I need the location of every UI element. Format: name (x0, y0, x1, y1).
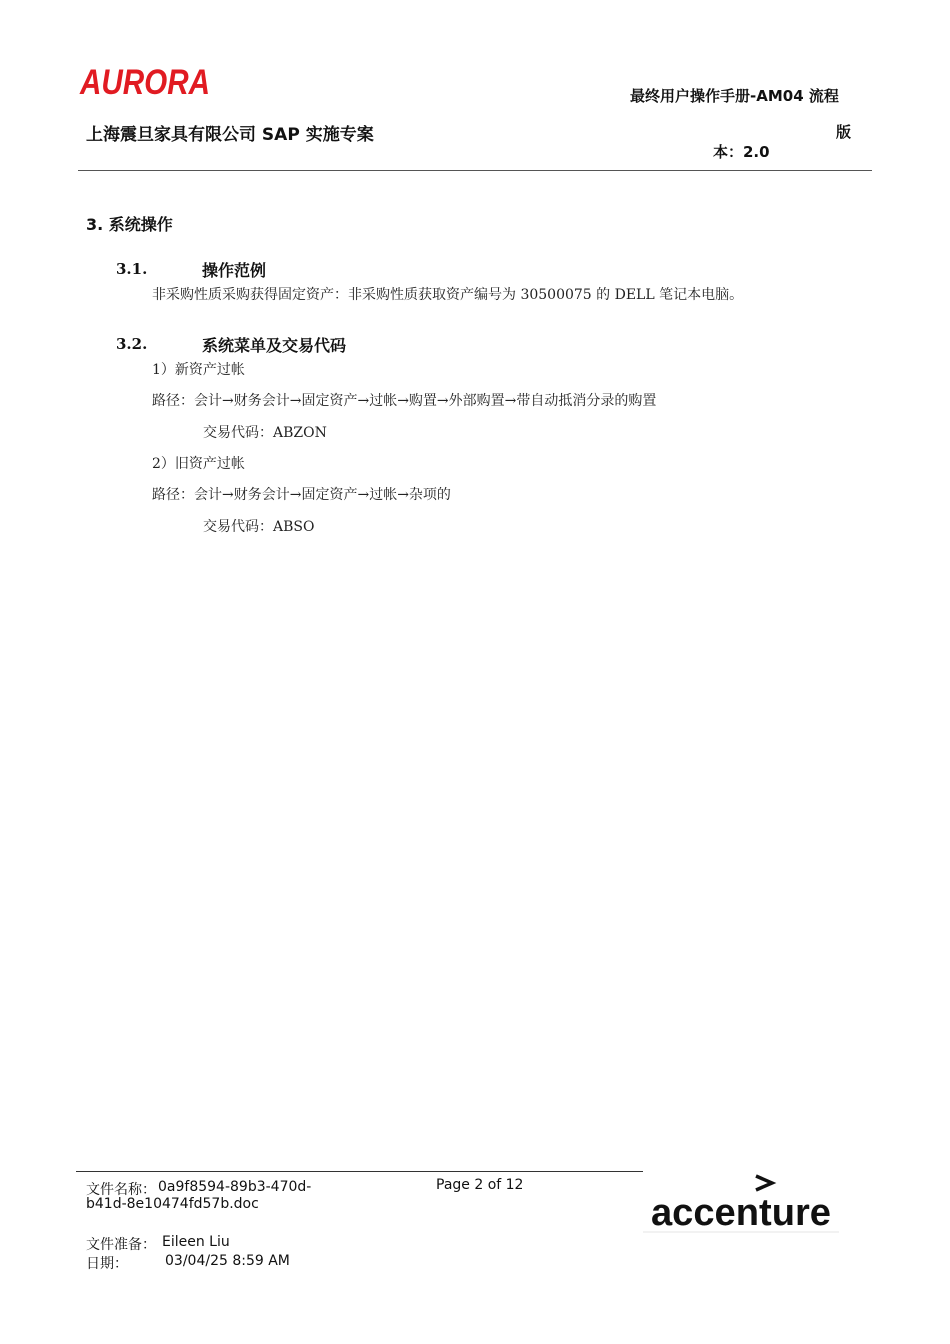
company-name: 上海震旦家具有限公司 SAP 实施专案 (86, 125, 374, 145)
subsection-title: 系统菜单及交易代码 (202, 336, 347, 355)
accenture-logo-text: accenture (651, 1192, 831, 1234)
document-title: 最终用户操作手册-AM04 流程 (630, 87, 839, 105)
aurora-logo (80, 62, 214, 100)
filename-value: b41d-8e10474fd57b.doc (86, 1196, 259, 1212)
transaction-code: 交易代码：ABSO (203, 519, 315, 535)
version-number: 本：2.0 (713, 143, 770, 161)
list-item: 1）新资产过帐 (152, 362, 245, 378)
page-number: Page 2 of 12 (436, 1177, 524, 1193)
footer-divider (76, 1171, 643, 1172)
list-item: 2）旧资产过帐 (152, 456, 245, 472)
accenture-logo (643, 1170, 839, 1234)
header-divider (78, 170, 872, 171)
subsection-number: 3.1. (116, 260, 148, 278)
menu-path: 路径：会计→财务会计→固定资产→过帐→杂项的 (152, 487, 451, 503)
date-value: 03/04/25 8:59 AM (165, 1253, 290, 1269)
aurora-logo-text: AURORA (79, 63, 211, 102)
subsection-number: 3.2. (116, 335, 148, 353)
example-paragraph: 非采购性质采购获得固定资产：非采购性质获取资产编号为 30500075 的 DELL 笔记本电脑。 (152, 287, 744, 303)
date-label: 日期： (86, 1256, 128, 1272)
version-prefix: 版 (836, 123, 852, 141)
accenture-chevron-icon (756, 1176, 772, 1190)
filename-label: 文件名称： (86, 1182, 156, 1198)
section-heading: 3. 系统操作 (86, 215, 173, 234)
prepared-by-label: 文件准备： (86, 1237, 156, 1253)
menu-path: 路径：会计→财务会计→固定资产→过帐→购置→外部购置→带自动抵消分录的购置 (152, 393, 657, 409)
prepared-by-value: Eileen Liu (162, 1234, 230, 1250)
subsection-title: 操作范例 (202, 261, 267, 280)
transaction-code: 交易代码：ABZON (203, 425, 327, 441)
filename-value: 0a9f8594-89b3-470d- (158, 1179, 312, 1195)
